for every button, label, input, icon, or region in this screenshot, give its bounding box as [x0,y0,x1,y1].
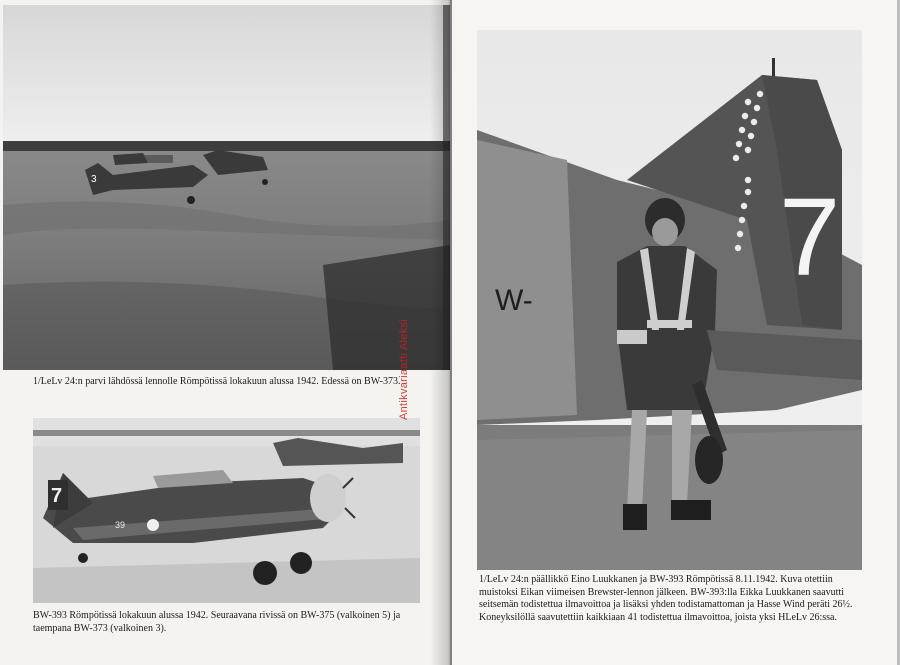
fuselage-code-label: 39 [115,520,126,530]
airfield-lineup-photo [3,5,450,370]
watermark-stamp: Antikvariaatti Aleksi [398,318,410,420]
pilot-portrait-photo [477,30,862,570]
tail-number-label: 7 [51,485,63,507]
caption-photo-1: 1/LeLv 24:n parvi lähdössä lennolle Römpötissä lokakuun alussa 1942. Edessä on BW-373. [33,376,401,387]
bw393-photo [33,418,420,603]
caption-photo-3: 1/LeLv 24:n päällikkö Eino Luukkanen ja BW-393 Römpötissä 8.11.1942. Kuva otettiin muistoksi Eikan viimeisen Brewster-lennon jälkeen. BW-393:lla Eikka Luukkanen saavutti seitsemän todistettua ilmavoittoa ja lisäksi yhden todistamattoman ja Hasse Wind peräti 26½. Koneyksilöllä saavutettiin kaikkiaan 41 todistettua ilmavoittoa, joista yksi HLeLv 26:ssa. [479,574,853,623]
aircraft-number-label: 3 [91,174,97,185]
right-page [452,0,897,665]
fuselage-code-label: W- [495,284,533,317]
tail-number-label: 7 [779,176,841,299]
caption-photo-2: BW-393 Römpötissä lokakuun alussa 1942. Seuraavana rivissä on BW-375 (valkoinen 5) ja taempana BW-373 (valkoinen 3). [33,610,401,634]
